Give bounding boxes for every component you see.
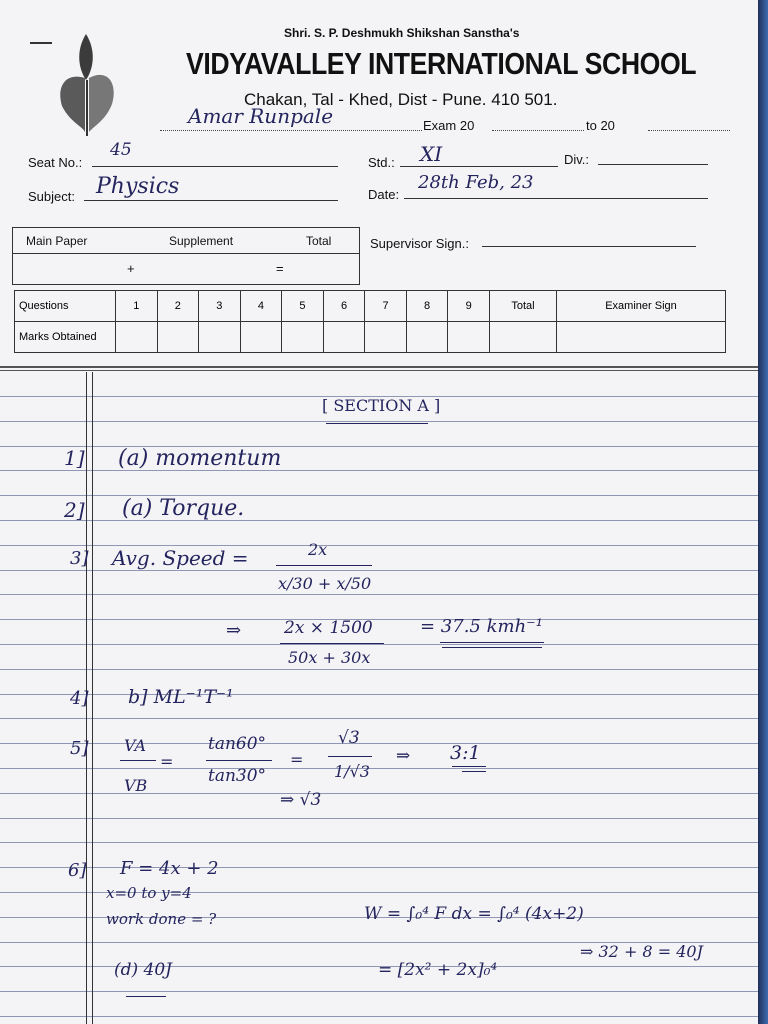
ruled-line: [0, 842, 758, 843]
supervisor-label: Supervisor Sign.:: [370, 236, 469, 251]
supplement-label: Supplement: [169, 234, 234, 248]
student-name: Amar Runpale: [188, 104, 334, 128]
background-edge: [758, 0, 768, 1024]
div-line: [598, 164, 708, 165]
table-row: [15, 291, 726, 322]
marks-cell: [282, 322, 324, 353]
q5-lhs-top: VA: [124, 736, 147, 755]
question-number: 2: [157, 291, 199, 322]
date-label: Date:: [368, 187, 400, 202]
question-number: 9: [448, 291, 490, 322]
ruled-line: [0, 421, 758, 422]
marks-cell: [157, 322, 199, 353]
question-number: 1: [116, 291, 158, 322]
subject-label: Subject:: [28, 189, 75, 204]
q3-lhs: Avg. Speed =: [112, 546, 249, 570]
ruled-line: [0, 594, 758, 595]
ruled-line: [0, 694, 758, 695]
exam-from-line: [492, 130, 584, 131]
school-address: Chakan, Tal - Khed, Dist - Pune. 410 501.: [244, 90, 558, 109]
q3-result: = 37.5 kmh⁻¹: [420, 616, 543, 637]
q2-number: 2]: [64, 498, 85, 522]
marks-cell: [557, 322, 726, 353]
section-underline: [326, 423, 428, 424]
q5-result-underline-2: [462, 771, 486, 772]
q4-answer: b] ML⁻¹T⁻¹: [128, 686, 234, 708]
ruled-line: [0, 718, 758, 719]
q2-answer: (a) Torque.: [122, 496, 245, 521]
marks-obtained-header: Marks Obtained: [15, 322, 116, 353]
q3-step-den: 50x + 30x: [288, 648, 371, 667]
q4-number: 4]: [70, 688, 89, 709]
std-value: XI: [420, 142, 443, 166]
marks-cell: [116, 322, 158, 353]
ruled-line: [0, 867, 758, 868]
div-label: Div.:: [564, 152, 590, 167]
q3-step-bar: [280, 643, 384, 644]
marks-table: [14, 290, 726, 353]
ruled-line: [0, 768, 758, 769]
q6-evaluation: = [2x² + 2x]₀⁴: [378, 960, 498, 980]
marks-cell: [490, 322, 557, 353]
std-label: Std.:: [368, 155, 395, 170]
name-line: [160, 130, 422, 131]
question-number: 8: [406, 291, 448, 322]
q3-fraction-bar: [276, 565, 372, 566]
ruled-line: [0, 446, 758, 447]
table-row: [15, 322, 726, 353]
q6-number: 6]: [68, 860, 87, 881]
marks-cell: [365, 322, 407, 353]
top-rule: [0, 366, 758, 368]
question-number: 6: [323, 291, 365, 322]
q5-equals-2: =: [290, 750, 304, 769]
ruled-line: [0, 520, 758, 521]
date-line: [404, 198, 708, 199]
q5-tan-bar: [206, 760, 272, 761]
supervisor-line: [482, 246, 696, 247]
std-line: [400, 166, 558, 167]
marks-cell: [406, 322, 448, 353]
examiner-header: Examiner Sign: [557, 291, 726, 322]
q5-result: 3:1: [450, 742, 481, 764]
exam-to-line: [648, 130, 730, 131]
q3-result-underline-2: [442, 647, 542, 648]
q5-equals: =: [160, 752, 174, 771]
ruled-line: [0, 644, 758, 645]
question-number: 3: [199, 291, 241, 322]
total-header: Total: [490, 291, 557, 322]
ruled-line: [0, 743, 758, 744]
q5-ratio-top: √3: [338, 728, 360, 748]
q5-tan-bot: tan30°: [208, 766, 267, 786]
total-label: Total: [306, 234, 332, 248]
ruled-line: [0, 669, 758, 670]
margin-line-2: [92, 372, 93, 1024]
q5-result-underline: [452, 766, 486, 767]
q3-arrow: ⇒: [226, 620, 242, 641]
q3-number: 3]: [70, 548, 89, 569]
subject-line: [84, 200, 338, 201]
q5-number: 5]: [70, 738, 89, 759]
seat-line: [92, 166, 338, 167]
question-number: 7: [365, 291, 407, 322]
q6-range: x=0 to y=4: [106, 884, 192, 902]
exam-to-label: to 20: [586, 118, 615, 133]
q3-step-top: 2x × 1500: [284, 618, 373, 638]
exam-label: Exam 20: [423, 118, 475, 133]
section-heading: [ SECTION A ]: [322, 396, 441, 415]
ruled-line: [0, 495, 758, 496]
ruled-line: [0, 619, 758, 620]
seat-value: 45: [110, 140, 132, 160]
question-number: 5: [282, 291, 324, 322]
ruled-line: [0, 818, 758, 819]
q6-force: F = 4x + 2: [120, 858, 219, 879]
q6-answer-underline: [126, 996, 166, 997]
q1-number: 1]: [64, 446, 85, 470]
school-name: VIDYAVALLEY INTERNATIONAL SCHOOL: [186, 46, 697, 81]
marks-cell: [240, 322, 282, 353]
ruled-line: [0, 793, 758, 794]
q3-fraction-top: 2x: [308, 540, 328, 559]
q5-ratio-bot: 1/√3: [334, 762, 370, 781]
ruled-line: [0, 570, 758, 571]
q5-lhs-bar: [120, 760, 156, 761]
q1-answer: (a) momentum: [118, 446, 282, 471]
q6-answer: (d) 40J: [114, 960, 172, 980]
q5-tan-top: tan60°: [208, 734, 267, 754]
plus-sign: +: [127, 261, 135, 276]
marks-cell: [448, 322, 490, 353]
main-paper-label: Main Paper: [26, 234, 88, 248]
q5-ratio-bar: [328, 756, 372, 757]
school-logo-icon: [56, 28, 118, 140]
ruled-line: [0, 1016, 758, 1017]
q3-result-underline: [440, 642, 544, 643]
paper-box-divider: [13, 253, 359, 254]
equals-sign: =: [276, 261, 284, 276]
sanstha-name: Shri. S. P. Deshmukh Shikshan Sanstha's: [284, 26, 520, 40]
question-number: 4: [240, 291, 282, 322]
marks-cell: [199, 322, 241, 353]
date-value: 28th Feb, 23: [418, 172, 534, 193]
q6-work-question: work done = ?: [106, 910, 217, 928]
seat-label: Seat No.:: [28, 155, 83, 170]
q6-work-integral: W = ∫₀⁴ F dx = ∫₀⁴ (4x+2): [364, 904, 584, 924]
q5-lhs-bot: VB: [124, 776, 148, 795]
questions-header: Questions: [15, 291, 116, 322]
marks-cell: [323, 322, 365, 353]
q6-final: ⇒ 32 + 8 = 40J: [580, 942, 703, 961]
ruled-line: [0, 991, 758, 992]
subject-value: Physics: [96, 174, 180, 199]
corner-mark: [30, 42, 52, 44]
q5-arrow: ⇒: [396, 746, 411, 766]
ruled-line: [0, 470, 758, 471]
q3-fraction-den: x/30 + x/50: [278, 574, 372, 593]
q5-alternate: ⇒ √3: [280, 790, 322, 810]
top-rule-2: [0, 370, 758, 371]
